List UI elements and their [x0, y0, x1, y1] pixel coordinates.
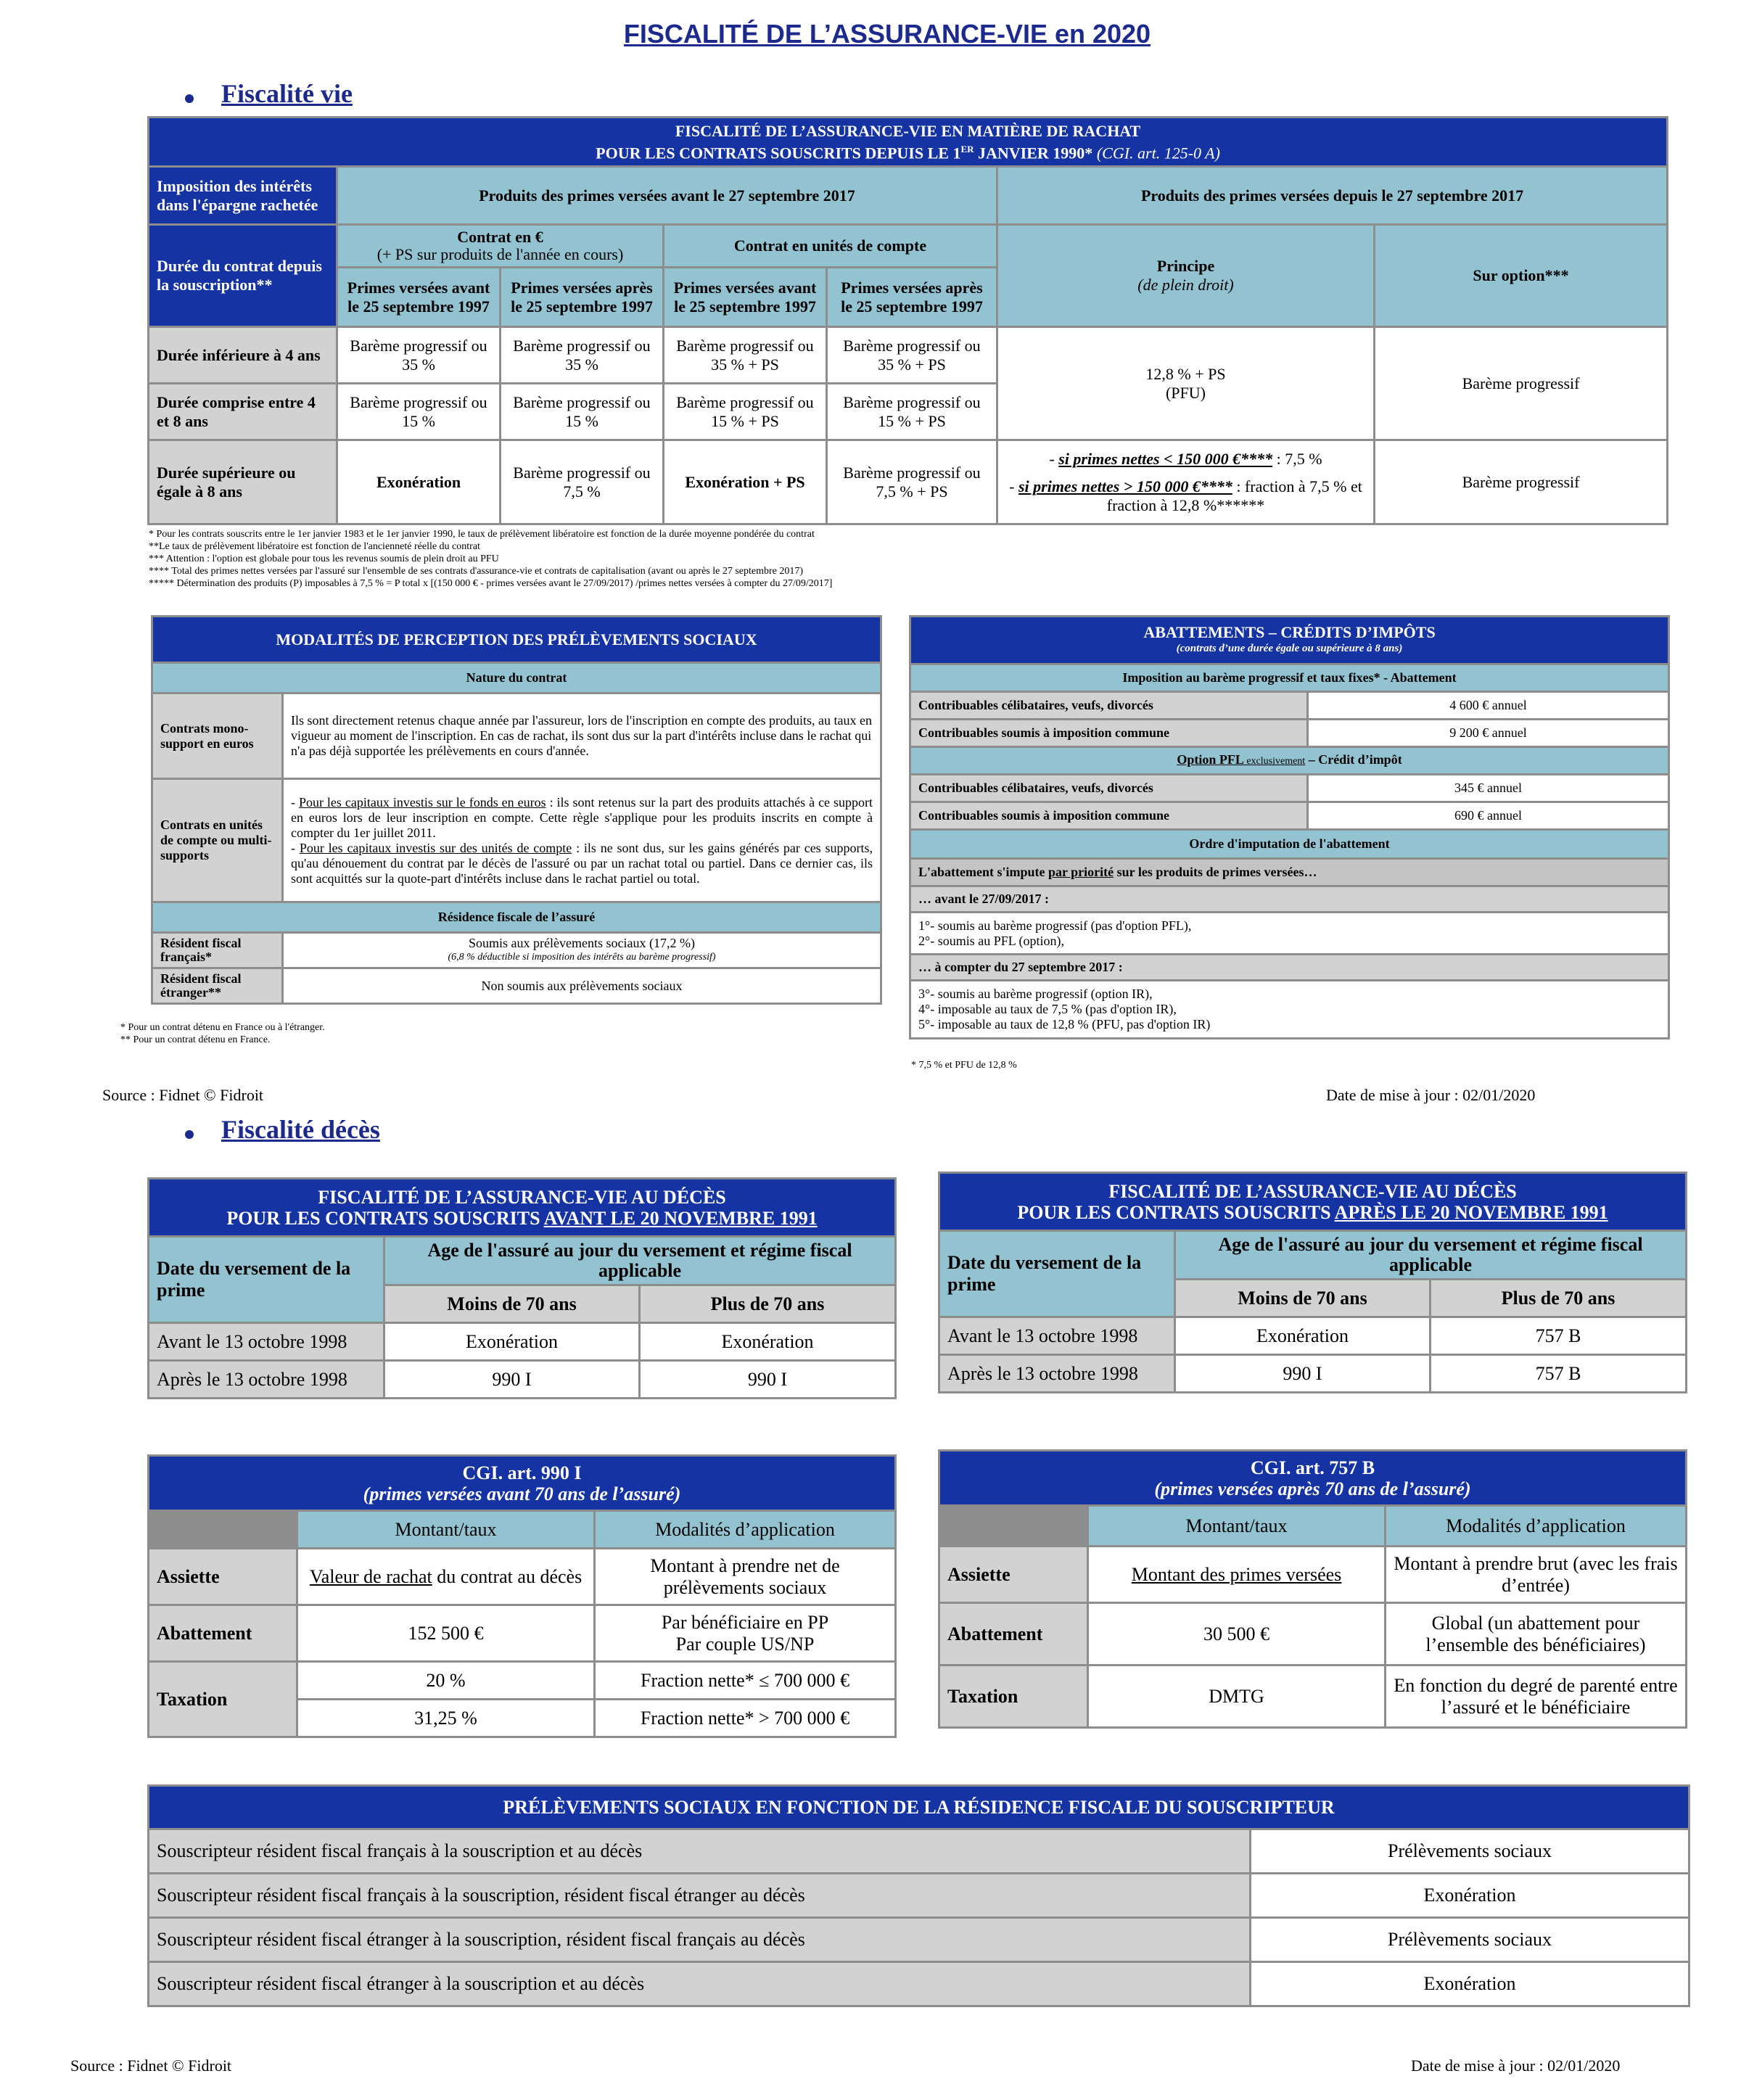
- source-1: Source : Fidnet © Fidroit: [102, 1086, 264, 1104]
- row-label: Souscripteur résident fiscal étranger à la souscription et au décès: [149, 1962, 1251, 2006]
- modalites-header: MODALITÉS DE PERCEPTION DES PRÉLÈVEMENTS SOCIAUX: [152, 617, 881, 663]
- pfu-cell: 12,8 % + PS (PFU): [997, 327, 1375, 440]
- rachat-header-1: FISCALITÉ DE L’ASSURANCE-VIE EN MATIÈRE DE RACHAT: [675, 121, 1141, 140]
- abattement-mod: Par bénéficiaire en PP Par couple US/NP: [595, 1605, 896, 1662]
- tax1-mod: Fraction nette* ≤ 700 000 €: [595, 1662, 896, 1700]
- modalites-notes: * Pour un contrat détenu en France ou à l'étranger. ** Pour un contrat détenu en France.: [120, 1022, 325, 1045]
- modalites-header: Modalités d’application: [595, 1511, 896, 1549]
- contrat-euro-header: Contrat en € (+ PS sur produits de l'année en cours): [337, 225, 664, 268]
- deces-apres-header: FISCALITÉ DE L’ASSURANCE-VIE AU DÉCÈS POUR LES CONTRATS SOUSCRITS APRÈS LE 20 NOVEMBRE 1991: [939, 1173, 1687, 1231]
- row-label: Après le 13 octobre 1998: [149, 1361, 384, 1399]
- abattement-label: Abattement: [939, 1603, 1088, 1665]
- row-label: Après le 13 octobre 1998: [939, 1355, 1175, 1393]
- deces-avant-header: FISCALITÉ DE L’ASSURANCE-VIE AU DÉCÈS POUR LES CONTRATS SOUSCRITS AVANT LE 20 NOVEMBRE 1991: [149, 1179, 896, 1237]
- moins-70-header: Moins de 70 ans: [1175, 1280, 1431, 1317]
- abattement-label: Abattement: [149, 1605, 297, 1662]
- cell: 757 B: [1431, 1317, 1687, 1355]
- bareme-cell-2: Barème progressif: [1375, 440, 1668, 524]
- cell: Exonération: [1175, 1317, 1431, 1355]
- sur-option-header: Sur option***: [1375, 225, 1668, 327]
- res-fr-value: Soumis aux prélèvements sociaux (17,2 %) (6,8 % déductible si imposition des intérêts au barème progressif): [283, 933, 881, 968]
- abattements-table: [909, 615, 1670, 1039]
- assiette-value: Valeur de rachat du contrat au décès: [297, 1549, 595, 1605]
- taxation-label: Taxation: [939, 1665, 1088, 1728]
- cgi-757-header: CGI. art. 757 B (primes versées après 70 ans de l’assuré): [939, 1451, 1687, 1506]
- row-value: Prélèvements sociaux: [1251, 1918, 1689, 1962]
- tax2-value: 31,25 %: [297, 1700, 595, 1737]
- res-et-value: Non soumis aux prélèvements sociaux: [283, 968, 881, 1004]
- plus-70-header: Plus de 70 ans: [1431, 1280, 1687, 1317]
- corner: [939, 1506, 1088, 1547]
- mono-label: Contrats mono-support en euros: [152, 693, 283, 779]
- cell: Exonération: [337, 440, 501, 524]
- depuis-2017-header: Produits des primes versées depuis le 27 septembre 2017: [997, 167, 1668, 225]
- abattements-note: * 7,5 % et PFU de 12,8 %: [911, 1060, 1017, 1071]
- cgi-990-header: CGI. art. 990 I (primes versées avant 70 ans de l’assuré): [149, 1456, 896, 1511]
- row-label: Avant le 13 octobre 1998: [149, 1323, 384, 1361]
- source-2: Source : Fidnet © Fidroit: [70, 2056, 232, 2075]
- r1-label: Contribuables célibataires, veufs, divorcés: [910, 692, 1308, 720]
- row-lt4-label: Durée inférieure à 4 ans: [149, 327, 337, 384]
- row-label: Souscripteur résident fiscal français à la souscription, résident fiscal étranger au décès: [149, 1874, 1251, 1918]
- montant-header: Montant/taux: [297, 1511, 595, 1549]
- assiette-mod: Montant à prendre brut (avec les frais d’entrée): [1386, 1547, 1687, 1603]
- cgi-990-table: [147, 1454, 897, 1738]
- prelevements-table: [147, 1784, 1690, 2007]
- modalites-header: Modalités d’application: [1386, 1506, 1687, 1547]
- cell: Barème progressif ou 35 % + PS: [664, 327, 827, 384]
- taxation-label: Taxation: [149, 1662, 297, 1737]
- principe-header: Principe (de plein droit): [997, 225, 1375, 327]
- cgi-757-table: [938, 1449, 1687, 1729]
- contrat-uc-header: Contrat en unités de compte: [664, 225, 997, 268]
- res-fr-label: Résident fiscal français*: [152, 933, 283, 968]
- row-value: Exonération: [1251, 1962, 1689, 2006]
- prelevements-header: PRÉLÈVEMENTS SOCIAUX EN FONCTION DE LA RÉSIDENCE FISCALE DU SOUSCRIPTEUR: [149, 1786, 1689, 1829]
- row-value: Exonération: [1251, 1874, 1689, 1918]
- age-header: Age de l'assuré au jour du versement et régime fiscal applicable: [384, 1237, 896, 1285]
- deces-avant-table: [147, 1177, 897, 1399]
- cell: 757 B: [1431, 1355, 1687, 1393]
- col-uc-avant: Primes versées avant le 25 septembre 1997: [664, 268, 827, 327]
- bullet-icon: [185, 1130, 194, 1139]
- r2-label: Contribuables soumis à imposition commune: [910, 720, 1308, 747]
- plus-70-header: Plus de 70 ans: [640, 1285, 896, 1323]
- page-title: FISCALITÉ DE L’ASSURANCE-VIE en 2020: [623, 19, 1151, 49]
- compter-list: 3°- soumis au barème progressif (option IR), 4°- imposable au taux de 7,5 % (pas d'option IR), 5°- imposable au taux de 12,8 % (PFU, pas d'option IR): [910, 981, 1669, 1039]
- section-title-deces: Fiscalité décès: [221, 1115, 380, 1144]
- row-label: Souscripteur résident fiscal étranger à la souscription, résident fiscal français au décès: [149, 1918, 1251, 1962]
- maj-2: Date de mise à jour : 02/01/2020: [1411, 2056, 1621, 2075]
- date-versement-label: Date du versement de la prime: [939, 1231, 1175, 1317]
- imposition-label: Imposition des intérêts dans l'épargne rachetée: [149, 167, 337, 225]
- rachat-table: [147, 116, 1668, 525]
- cell: 990 I: [384, 1361, 640, 1399]
- cell: Barème progressif ou 15 %: [501, 384, 664, 440]
- cell: 990 I: [1175, 1355, 1431, 1393]
- row-label: Avant le 13 octobre 1998: [939, 1317, 1175, 1355]
- gt8-pfu-cell: - si primes nettes < 150 000 €**** : 7,5 % - si primes nettes > 150 000 €**** : fraction à 7,5 % et fraction à 12,8 %******: [997, 440, 1375, 524]
- age-header: Age de l'assuré au jour du versement et régime fiscal applicable: [1175, 1231, 1687, 1280]
- mono-text: Ils sont directement retenus chaque année par l'assureur, lors de l'inscription en compte des produits, au taux en vigueur au moment de l'inscription. En cas de rachat, ils sont dus sur la part d'intérêts incluse dans le rachat qui n'a pas déjà supportée les prélèvements en cours d'année.: [283, 693, 881, 779]
- cell: Barème progressif ou 7,5 %: [501, 440, 664, 524]
- assiette-value: Montant des primes versées: [1088, 1547, 1386, 1603]
- rachat-notes: * Pour les contrats souscrits entre le 1er janvier 1983 et le 1er janvier 1990, le taux de prélèvement libératoire est fonction de la durée moyenne pondérée du contrat **Le taux de prélèvement libératoire est fonction de l'ancienneté réelle du contrat *** Attention : l'option est globale pour tous les revenus soumis de plein droit au PFU **** Total des primes nettes versées par l'assuré sur l'ensemble de ses contrats d'assurance-vie et contrats de capitalisation (avant ou après le 27 septembre 2017) ***** Détermination des produits (P) imposables à 7,5 % = P total x [(150 000 € - primes versées avant le 27/09/2017) /primes nettes versées à compter du 27/09/2017]: [149, 529, 833, 589]
- r2-value: 9 200 € annuel: [1308, 720, 1669, 747]
- modalites-table: [151, 615, 882, 1005]
- row-label: Souscripteur résident fiscal français à la souscription et au décès: [149, 1829, 1251, 1874]
- tax-mod: En fonction du degré de parenté entre l’assuré et le bénéficiaire: [1386, 1665, 1687, 1728]
- section-title-vie: Fiscalité vie: [221, 79, 353, 108]
- col-euro-avant: Primes versées avant le 25 septembre 1997: [337, 268, 501, 327]
- cell: Exonération + PS: [664, 440, 827, 524]
- r3-label: Contribuables célibataires, veufs, divorcés: [910, 775, 1308, 802]
- cell: Barème progressif ou 15 %: [337, 384, 501, 440]
- ordre-header: Ordre d'imputation de l'abattement: [910, 830, 1669, 859]
- row-4-8-label: Durée comprise entre 4 et 8 ans: [149, 384, 337, 440]
- assiette-label: Assiette: [149, 1549, 297, 1605]
- cell: Barème progressif ou 35 %: [501, 327, 664, 384]
- cell: Barème progressif ou 15 % + PS: [664, 384, 827, 440]
- assiette-mod: Montant à prendre net de prélèvements sociaux: [595, 1549, 896, 1605]
- cell: Barème progressif ou 15 % + PS: [827, 384, 997, 440]
- cell: Barème progressif ou 35 %: [337, 327, 501, 384]
- cell: Exonération: [640, 1323, 896, 1361]
- cell: Exonération: [384, 1323, 640, 1361]
- r4-value: 690 € annuel: [1308, 802, 1669, 830]
- tax2-mod: Fraction nette* > 700 000 €: [595, 1700, 896, 1737]
- cell: Barème progressif ou 7,5 % + PS: [827, 440, 997, 524]
- r3-value: 345 € annuel: [1308, 775, 1669, 802]
- cell: 990 I: [640, 1361, 896, 1399]
- col-uc-apres: Primes versées après le 25 septembre 1997: [827, 268, 997, 327]
- abattement-mod: Global (un abattement pour l’ensemble des bénéficiaires): [1386, 1603, 1687, 1665]
- assiette-label: Assiette: [939, 1547, 1088, 1603]
- abattements-header: ABATTEMENTS – CRÉDITS D’IMPÔTS (contrats d’une durée égale ou supérieure à 8 ans): [910, 617, 1669, 664]
- multi-label: Contrats en unités de compte ou multi-supports: [152, 779, 283, 902]
- compter-label: … à compter du 27 septembre 2017 :: [910, 955, 1669, 981]
- duree-label: Durée du contrat depuis la souscription**: [149, 225, 337, 327]
- residence-header: Résidence fiscale de l’assuré: [152, 902, 881, 933]
- row-gt8-label: Durée supérieure ou égale à 8 ans: [149, 440, 337, 524]
- bareme-cell-1: Barème progressif: [1375, 327, 1668, 440]
- abattement-value: 30 500 €: [1088, 1603, 1386, 1665]
- bullet-icon: [185, 94, 194, 103]
- corner: [149, 1511, 297, 1549]
- abattement-sub1: Imposition au barème progressif et taux fixes* - Abattement: [910, 664, 1669, 692]
- res-et-label: Résident fiscal étranger**: [152, 968, 283, 1004]
- montant-header: Montant/taux: [1088, 1506, 1386, 1547]
- tax-value: DMTG: [1088, 1665, 1386, 1728]
- date-versement-label: Date du versement de la prime: [149, 1237, 384, 1323]
- deces-apres-table: [938, 1172, 1687, 1393]
- r1-value: 4 600 € annuel: [1308, 692, 1669, 720]
- avant-list: 1°- soumis au barème progressif (pas d'option PFL), 2°- soumis au PFL (option),: [910, 913, 1669, 955]
- abattement-sub2: Option PFL exclusivement – Crédit d’impôt: [910, 747, 1669, 775]
- avant-label: … avant le 27/09/2017 :: [910, 886, 1669, 913]
- row-value: Prélèvements sociaux: [1251, 1829, 1689, 1874]
- avant-2017-header: Produits des primes versées avant le 27 septembre 2017: [337, 167, 997, 225]
- rachat-header-2: POUR LES CONTRATS SOUSCRITS DEPUIS LE 1ER JANVIER 1990* (CGI. art. 125-0 A): [596, 143, 1220, 162]
- moins-70-header: Moins de 70 ans: [384, 1285, 640, 1323]
- tax1-value: 20 %: [297, 1662, 595, 1700]
- ordre-text: L'abattement s'impute par priorité sur les produits de primes versées…: [910, 859, 1669, 886]
- nature-header: Nature du contrat: [152, 663, 881, 693]
- cell: Barème progressif ou 35 % + PS: [827, 327, 997, 384]
- maj-1: Date de mise à jour : 02/01/2020: [1326, 1086, 1536, 1104]
- abattement-value: 152 500 €: [297, 1605, 595, 1662]
- col-euro-apres: Primes versées après le 25 septembre 1997: [501, 268, 664, 327]
- r4-label: Contribuables soumis à imposition commune: [910, 802, 1308, 830]
- multi-text: - Pour les capitaux investis sur le fonds en euros : ils sont retenus sur la part des produits attachés à ce support en euros lors de leur inscription en compte. Cette règle s'applique pour les produits inscrits en compte à compter du 1er juillet 2011. - Pour les capitaux investis sur des unités de compte : ils ne sont dus, sur les gains générés par ces supports, qu'au dénouement du contrat par le décès de l'assuré ou par un rachat total ou partiel. Dans ce dernier cas, ils sont acquittés sur la quote-part d'intérêts incluse dans le rachat partiel ou total.: [283, 779, 881, 902]
